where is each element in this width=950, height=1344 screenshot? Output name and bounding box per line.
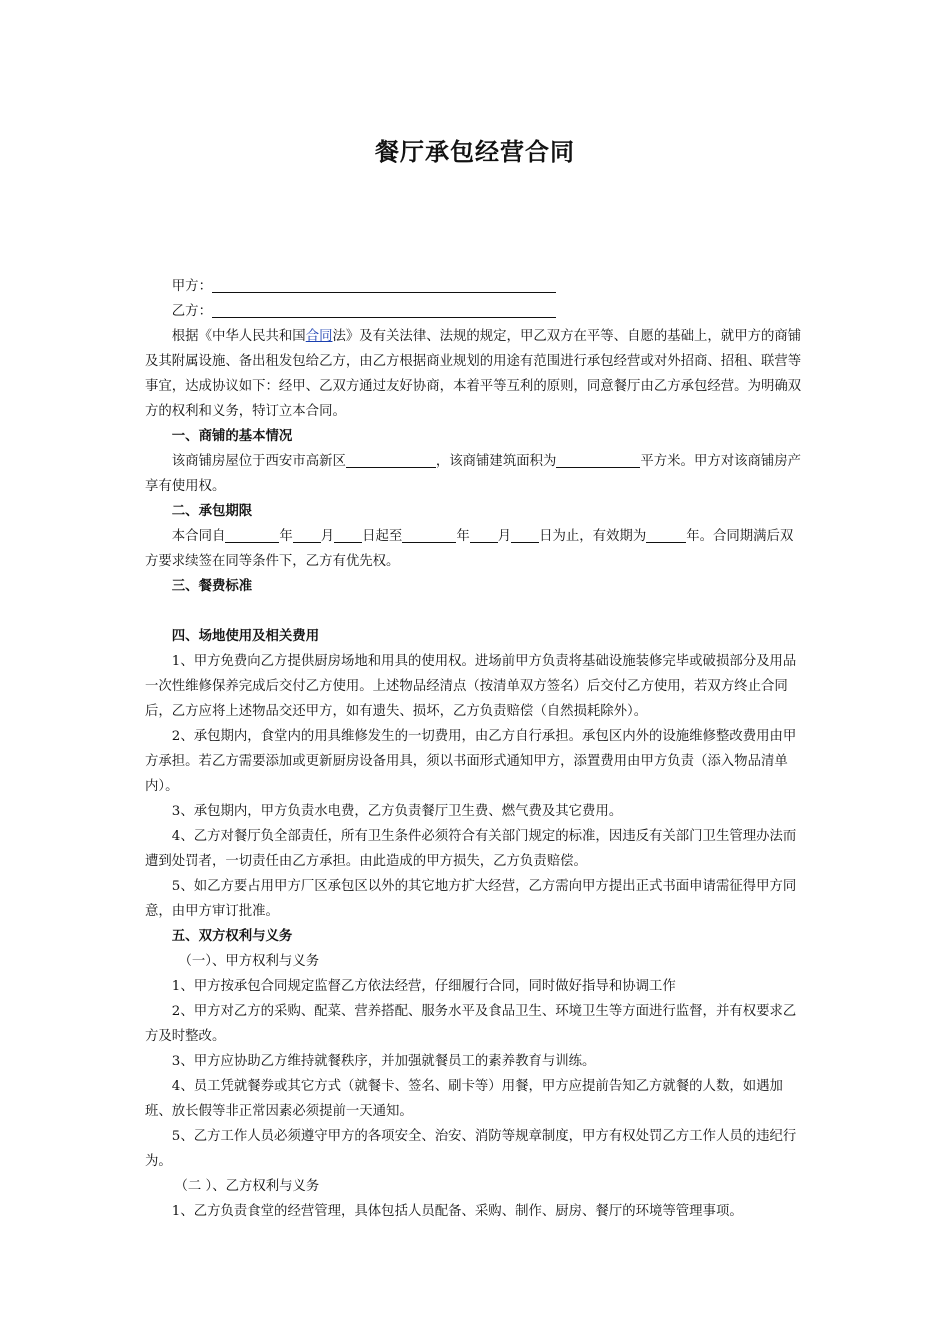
s2-month-1: 月 xyxy=(320,529,335,544)
s4-item-2: 2、承包期内，食堂内的用具维修发生的一切费用，由乙方自行承担。承包区内外的设施维修整改费用由甲方承担。若乙方需要添加或更新厨房设备用具，须以书面形式通知甲方，添置费用由甲方负责（添入物品清单内）。 xyxy=(145,729,797,794)
s4-item-3: 3、承包期内，甲方负责水电费，乙方负责餐厅卫生费、燃气费及其它费用。 xyxy=(171,804,623,819)
party-b-line xyxy=(145,299,805,324)
intro-text-post: 法》及有关法律、法规的规定，甲乙双方在平等、自愿的基础上，就甲方的商铺及其附属设施、备出租发包给乙方，由乙方根据商业规划的用途有范围进行承包经营或对外招商、招租、联营等事宜，达成协议如下：经甲、乙双方通过友好协商，本着平等互利的原则，同意餐厅由乙方承包经营。为明确双方的权利和义务，特订立本合同。 xyxy=(145,329,802,419)
end-month-blank xyxy=(470,527,498,543)
s2-text-end: 年。合同期满后双方要求续签在同等条件下，乙方有优先权。 xyxy=(145,529,794,569)
s2-text-start: 本合同自 xyxy=(171,529,226,544)
party-a-label: 甲方： xyxy=(171,279,212,294)
s5a-item-5: 5、乙方工作人员必须遵守甲方的各项安全、治安、消防等规章制度，甲方有权处罚乙方工作人员的违纪行为。 xyxy=(145,1129,797,1169)
intro-paragraph xyxy=(145,324,805,424)
start-day-blank xyxy=(334,527,362,543)
section-1-heading: 一、商铺的基本情况 xyxy=(171,429,293,444)
s5a-item-4: 4、员工凭就餐券或其它方式（就餐卡、签名、刷卡等）用餐，甲方应提前告知乙方就餐的人数，如遇加班、放长假等非正常因素必须提前一天通知。 xyxy=(145,1079,783,1119)
section-2-heading: 二、承包期限 xyxy=(171,504,253,519)
end-year-blank xyxy=(402,527,456,543)
document-body xyxy=(145,274,805,1224)
start-year-blank xyxy=(225,527,279,543)
s2-year-1: 年 xyxy=(279,529,293,544)
empty-line xyxy=(145,599,805,624)
section-2-paragraph xyxy=(145,524,805,574)
s4-item-5: 5、如乙方要占用甲方厂区承包区以外的其它地方扩大经营，乙方需向甲方提出正式书面申请需征得甲方同意，由甲方审订批准。 xyxy=(145,879,797,919)
subsection-party-b: （二 ）、乙方权利与义务 xyxy=(174,1179,320,1194)
s1-text-1: 该商铺房屋位于西安市高新区 xyxy=(171,454,346,469)
s1-text-3: 平方米。甲方对该商铺房产享有使用权。 xyxy=(145,454,802,494)
section-3-heading: 三、餐费标准 xyxy=(171,579,253,594)
s4-item-4: 4、乙方对餐厅负全部责任，所有卫生条件必须符合有关部门规定的标准，因违反有关部门卫生管理办法而遭到处罚者，一切责任由乙方承担。由此造成的甲方损失，乙方负责赔偿。 xyxy=(145,829,797,869)
subsection-party-a: （一）、甲方权利与义务 xyxy=(178,954,320,969)
party-b-blank xyxy=(212,302,556,318)
area-blank xyxy=(556,452,640,468)
s5a-item-2: 2、甲方对乙方的采购、配菜、营养搭配、服务水平及食品卫生、环境卫生等方面进行监督，并有权要求乙方及时整改。 xyxy=(145,1004,797,1044)
s1-text-2: ，该商铺建筑面积为 xyxy=(435,454,557,469)
contract-law-link[interactable]: 合同 xyxy=(305,329,333,344)
s2-day-to: 日为止，有效期为 xyxy=(539,529,647,544)
end-day-blank xyxy=(511,527,539,543)
s5b-item-1: 1、乙方负责食堂的经营管理，具体包括人员配备、采购、制作、厨房、餐厅的环境等管理事项。 xyxy=(171,1204,743,1219)
location-blank xyxy=(346,452,436,468)
party-b-label: 乙方： xyxy=(171,304,212,319)
term-years-blank xyxy=(646,527,686,543)
section-4-heading: 四、场地使用及相关费用 xyxy=(171,629,320,644)
s2-day-from: 日起至 xyxy=(362,529,403,544)
start-month-blank xyxy=(293,527,321,543)
document-title: 餐厅承包经营合同 xyxy=(375,138,575,166)
section-5-heading: 五、双方权利与义务 xyxy=(171,929,293,944)
section-1-paragraph xyxy=(145,449,805,499)
s4-item-1: 1、甲方免费向乙方提供厨房场地和用具的使用权。进场前甲方负责将基础设施装修完毕或破损部分及用品一次性维修保养完成后交付乙方使用。上述物品经清点（按清单双方签名）后交付乙方使用，若双方终止合同后，乙方应将上述物品交还甲方，如有遗失、损坏，乙方负责赔偿（自然损耗除外）。 xyxy=(145,654,797,719)
s5a-item-1: 1、甲方按承包合同规定监督乙方依法经营，仔细履行合同，同时做好指导和协调工作 xyxy=(171,979,676,994)
s2-year-2: 年 xyxy=(456,529,470,544)
intro-text-pre: 根据《中华人民共和国 xyxy=(171,329,306,344)
party-a-blank xyxy=(212,277,556,293)
s5a-item-3: 3、甲方应协助乙方维持就餐秩序，并加强就餐员工的素养教育与训练。 xyxy=(171,1054,596,1069)
party-a-line xyxy=(145,274,805,299)
s2-month-2: 月 xyxy=(497,529,512,544)
